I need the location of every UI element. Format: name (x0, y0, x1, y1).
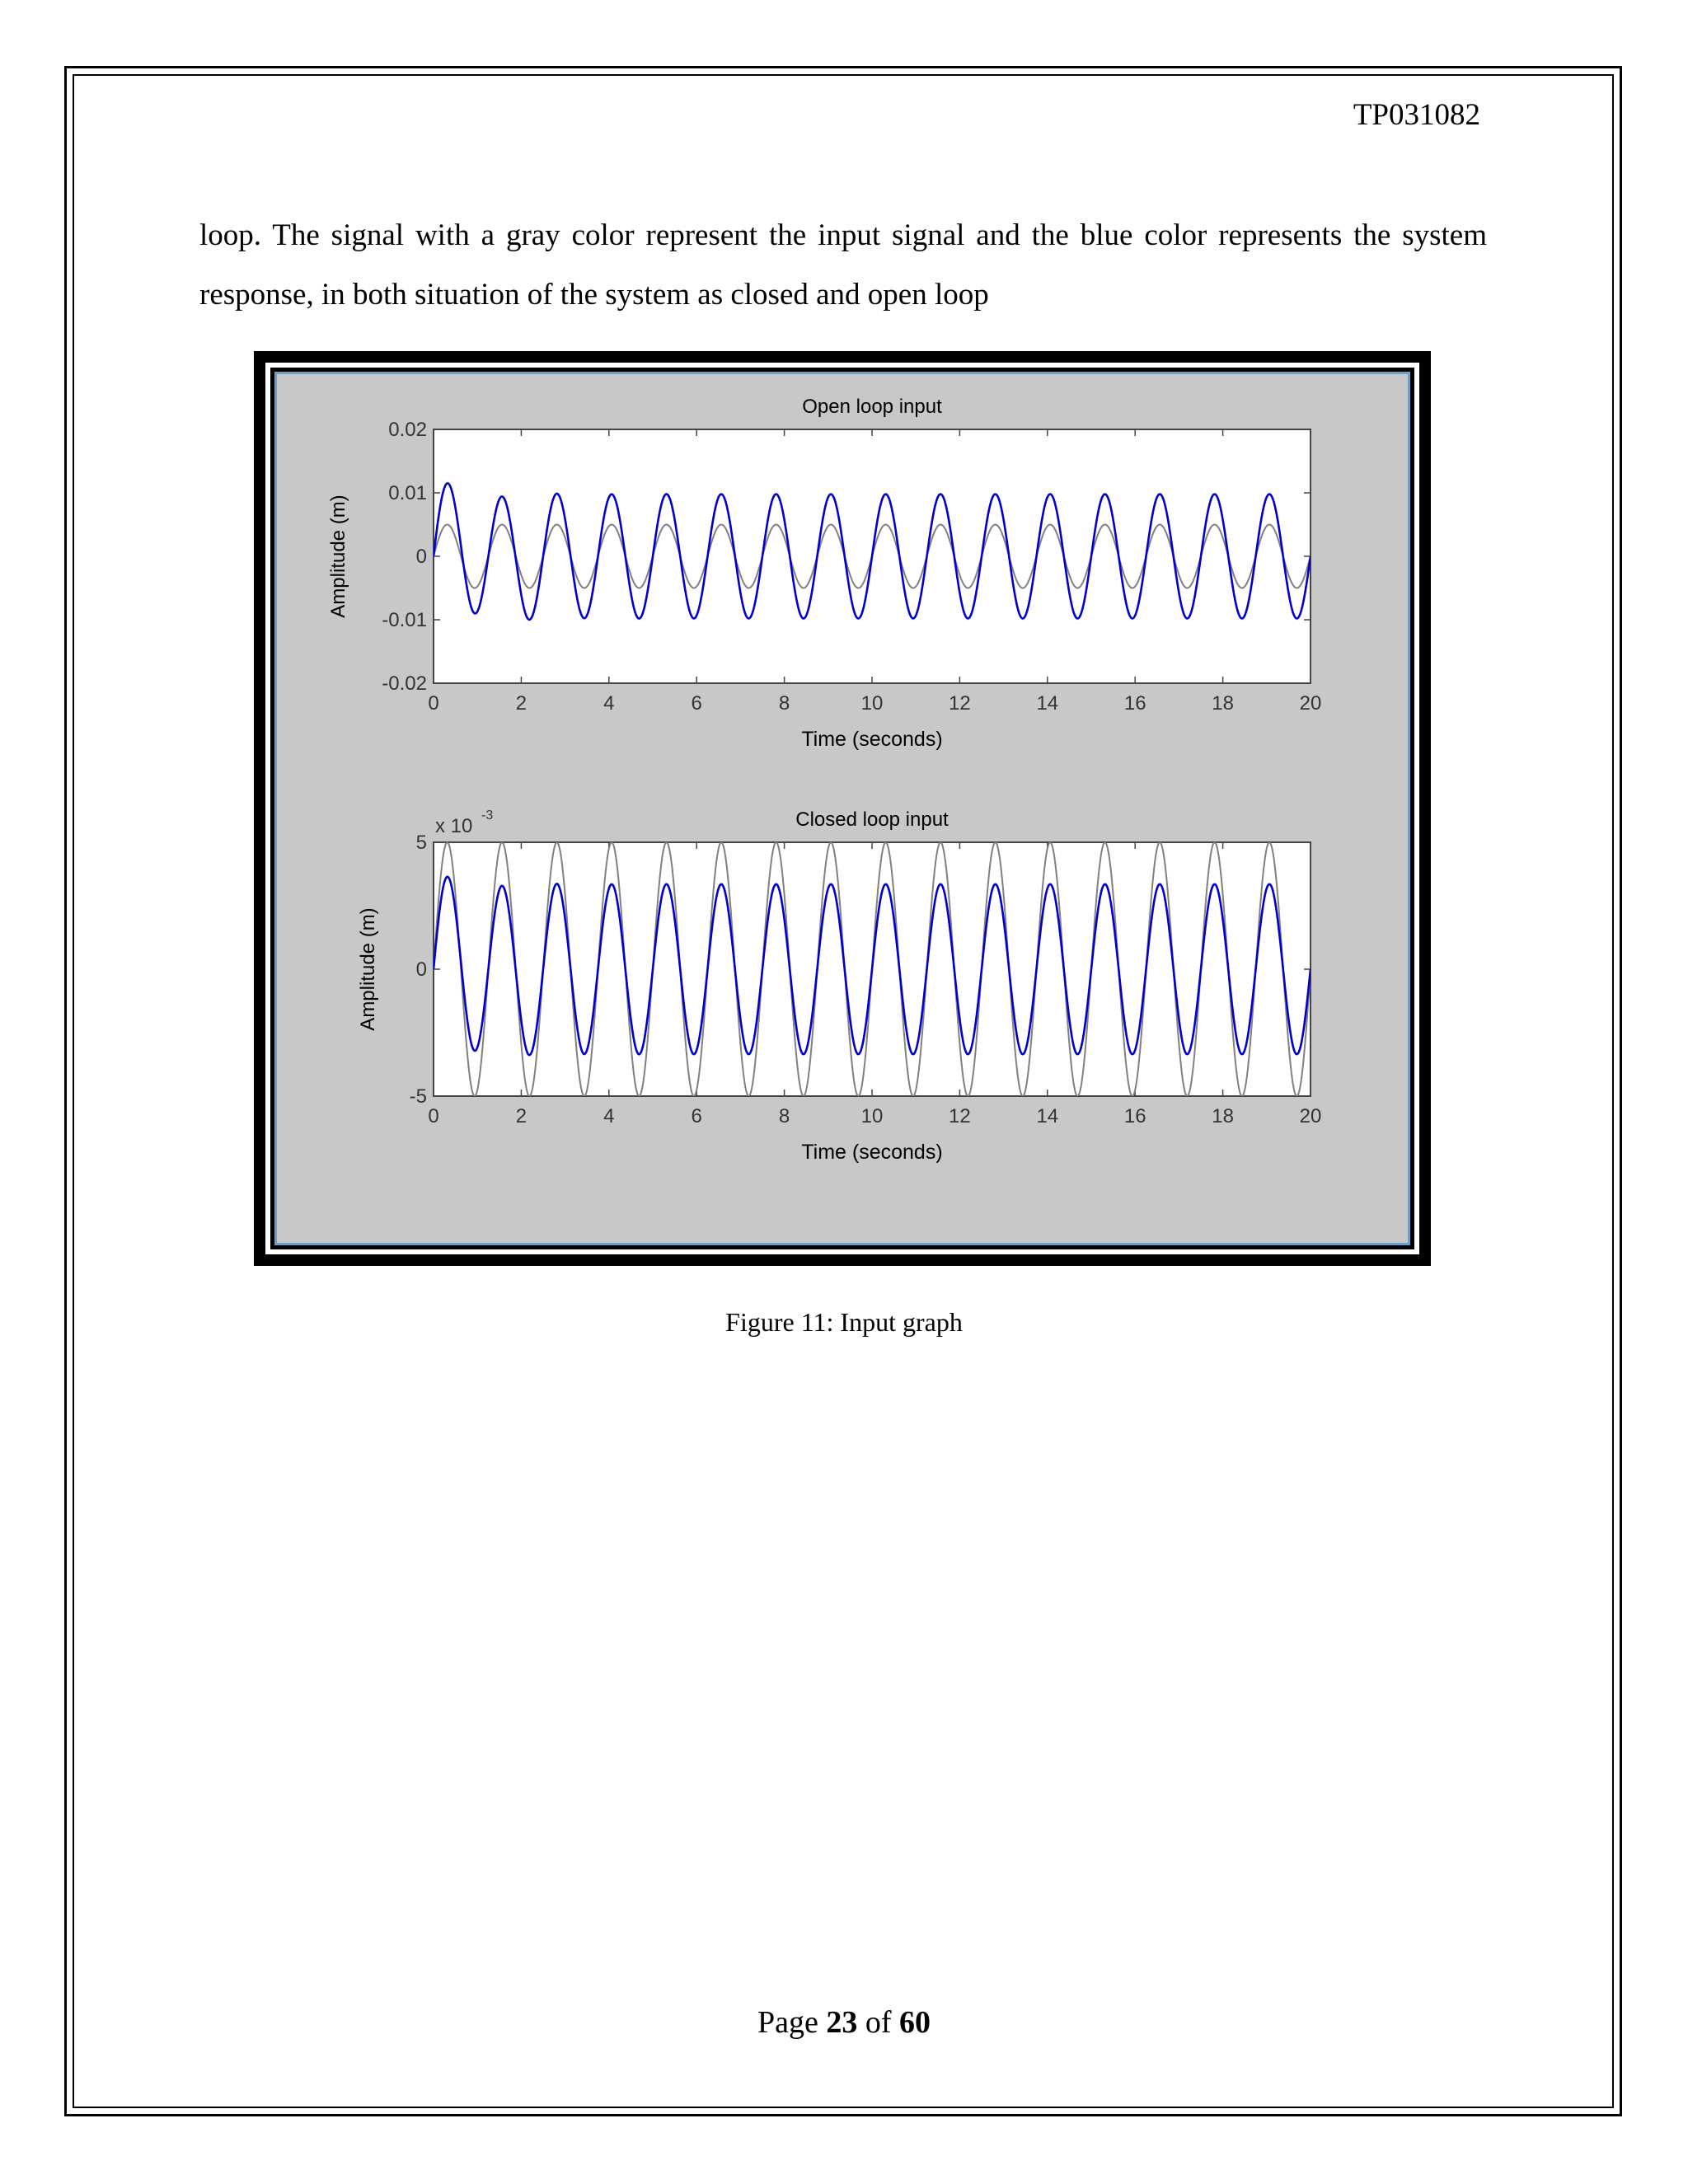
chart-2-x-tick-label: 6 (691, 1105, 702, 1127)
chart-2-y-tick-label: 0 (415, 958, 427, 981)
chart-2-y-exponent: x 10 (435, 815, 473, 837)
chart-2-y-tick-label: -5 (409, 1085, 427, 1108)
chart-1-y-axis-label: Amplitude (m) (327, 494, 349, 618)
chart-1-x-axis-label: Time (seconds) (801, 728, 943, 751)
chart-1-y-tick-label: -0.01 (382, 609, 427, 631)
chart-2-x-axis-label: Time (seconds) (801, 1141, 943, 1164)
chart-2-x-tick-label: 14 (1036, 1105, 1059, 1127)
chart-1-y-tick-label: -0.02 (382, 673, 427, 695)
chart-1-x-tick-label: 12 (949, 692, 971, 715)
page-footer (0, 2004, 1688, 2041)
chart-2-x-tick-label: 2 (515, 1105, 528, 1127)
chart-canvas (277, 374, 1404, 1240)
chart-1-y-tick-label: 0.01 (388, 482, 427, 504)
figure-panel (274, 372, 1410, 1245)
chart-1-title: Open loop input (802, 396, 942, 418)
chart-2-x-tick-label: 12 (949, 1105, 971, 1127)
chart-2-y-axis-label: Amplitude (m) (357, 907, 379, 1031)
figure-frame-white (265, 363, 1419, 1254)
chart-1-x-tick-label: 6 (691, 692, 702, 715)
chart-1-x-tick-label: 0 (428, 692, 439, 715)
page-label: Page (757, 2005, 818, 2040)
chart-2-x-tick-label: 20 (1299, 1105, 1322, 1127)
of-label: of (865, 2005, 892, 2040)
figure-caption: Figure 11: Input graph (725, 1307, 963, 1337)
chart-2-x-tick-label: 0 (428, 1105, 439, 1127)
body-paragraph: loop. The signal with a gray color represent the input signal and the blue color represents the system response, in both situation of the system as closed and open loop (199, 218, 1487, 312)
chart-2-x-tick-label: 16 (1123, 1105, 1146, 1127)
chart-2-x-tick-label: 18 (1212, 1105, 1234, 1127)
chart-2-x-tick-label: 4 (603, 1105, 615, 1127)
chart-2-y-exponent-power: -3 (481, 808, 494, 823)
chart-1-x-tick-label: 16 (1123, 692, 1146, 715)
figure-frame-inner (270, 368, 1414, 1249)
figure-frame (254, 351, 1431, 1266)
chart-1-x-tick-label: 18 (1212, 692, 1234, 715)
chart-1-x-tick-label: 4 (603, 692, 615, 715)
chart-1-y-tick-label: 0 (415, 546, 427, 568)
chart-2-y-tick-label: 5 (415, 832, 427, 854)
chart-1-y-tick-label: 0.02 (388, 419, 427, 441)
page-number: 23 (826, 2005, 858, 2040)
document-id: TP031082 (1353, 98, 1480, 132)
page-total: 60 (899, 2005, 931, 2040)
chart-1-x-tick-label: 20 (1299, 692, 1322, 715)
chart-2-x-tick-label: 10 (860, 1105, 884, 1127)
chart-2-title: Closed loop input (795, 808, 949, 831)
chart-1-x-tick-label: 10 (860, 692, 884, 715)
chart-2-x-tick-label: 8 (778, 1105, 790, 1127)
chart-1-x-tick-label: 14 (1036, 692, 1059, 715)
chart-1-x-tick-label: 2 (515, 692, 528, 715)
chart-1-x-tick-label: 8 (778, 692, 790, 715)
